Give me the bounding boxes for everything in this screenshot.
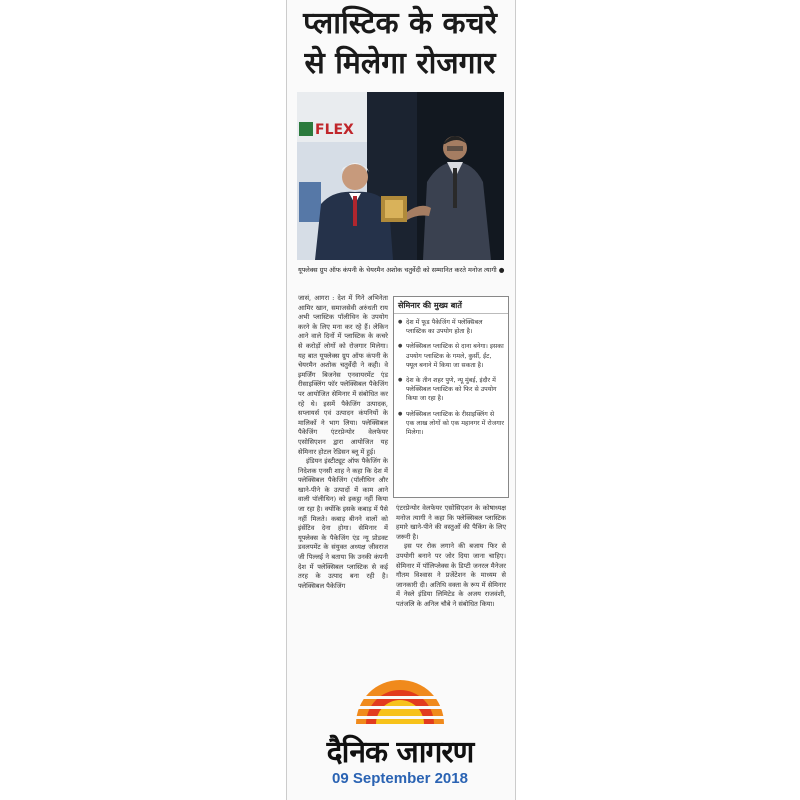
key-points-list	[394, 314, 508, 437]
headline-line-1: प्लास्टिक के कचरे	[303, 6, 497, 41]
article-column-right	[396, 504, 506, 610]
article-photo	[297, 92, 504, 260]
article-column-left	[298, 294, 388, 591]
photo-caption: यूफ्लेक्स ग्रुप ऑफ कंपनी के चेयरमैन अशोक चतुर्वेदी को सम्मानित करते मनोज त्यागी ●	[298, 266, 505, 274]
publication-date: 09 September 2018	[332, 770, 468, 787]
key-point: ● देश के तीन शहर पुणे, न्यू मुंबई, इंदौर में फ्लेक्सिबल प्लास्टिक को फिर से उपयोग किया जा रहा है।	[398, 376, 504, 404]
article-paragraph: जासं, आगरा : देश में गिने अभिनेता आमिर खान, समाजसेवी अरुंधती राय अभी प्लास्टिक पॉलीथिन के उपयोग करने के लिए मना कर रहे हैं। लेकिन आने वाले दिनों में प्लास्टिक के कचरे से करोड़ों लोगों को रोजगार मिलेगा। यह बात यूफ्लेक्स ग्रुप ऑफ कंपनी के चेयरमैन अशोक चतुर्वेदी ने कही। वे इमर्जिंग बिजनेस एनवायरमेंट एंड रीसाइक्लिंग फॉर फ्लेक्सिबल पैकेजिंग पर आयोजित सेमिनार में संबोधित कर रहे थे। इसमें पैकेजिंग उत्पादक, सप्लायर्स एवं उत्पादन कंपनियों के मालिकों ने भाग लिया। फ्लेक्सिबल पैकेजिंग एंटरप्रेन्योर वेलफेयर एसोसिएशन द्वारा आयोजित यह सेमिनार होटल रेडिसन ब्लू में हुई।	[298, 294, 388, 456]
key-points-box	[393, 296, 509, 498]
key-point: ● देश में फूड पैकेजिंग में फ्लेक्सिबल प्लास्टिक का उपयोग होता है।	[398, 318, 504, 336]
masthead-brand: दैनिक जागरण	[326, 735, 474, 770]
article-paragraph: इस पर रोक लगाने की बजाय फिर से उपयोगी बनाने पर जोर दिया जाना चाहिए। सेमिनार में पॉलिप्लेक्स के डिप्टी जनरल मैनेजर गौतम विश्वास ने प्रजेंटेशन के माध्यम से जानकारी दी। अतिथि वक्ता के रूप में सेमिनार में नेस्ले इंडिया लिमिटेड के अजय राजवंशी, पतंजलि के अनिल चौबे ने संबोधित किया।	[396, 542, 506, 608]
headline	[290, 4, 510, 84]
key-point: ● फ्लेक्सिबल प्लास्टिक के रीसाइक्लिंग से एक लाख लोगों को एक महानगर में रोजगार मिलेगा।	[398, 410, 504, 438]
key-point: ● फ्लेक्सिबल प्लास्टिक से दाना बनेगा। इसका उपयोग प्लास्टिक के गमले, कुर्सी, ईंट, फ्यूल बनाने में किया जा सकता है।	[398, 342, 504, 370]
banner-logo-text: FLEX	[315, 122, 354, 138]
award-ceremony-photo	[297, 92, 504, 260]
headline-line-2: से मिलेगा रोजगार	[304, 46, 496, 81]
article-paragraph: एंटरप्रेन्योर वेलफेयर एसोसिएशन के कोषाध्यक्ष मनोज त्यागी ने कहा कि फ्लेक्सिबल प्लास्टिक हमारे खाने-पीने की वस्तुओं की पैकिंग के लिए जरूरी है।	[396, 504, 506, 541]
key-points-title: सेमिनार की मुख्य बातें	[394, 297, 508, 314]
article-paragraph: इंडियन इंस्टीट्यूट ऑफ पैकेजिंग के निदेशक एनसी शाह ने कहा कि देश में फ्लेक्सिबल पैकेजिंग (पॉलीथिन और खाने-पीने के उत्पादों में काम आने वाली पॉलीथिन) को इकट्ठा नहीं किया जा रहा है। क्योंकि इसके कबाड़ में पैसे नहीं मिलते। कबाड़ बीनने वालों को इंसेंटिव देना होगा। सेमिनार में यूफ्लेक्स के पैकेजिंग एंड न्यू प्रोडक्ट डवलपमेंट के संयुक्त अध्यक्ष जीवराज जी पिल्लई ने बताया कि उनकी कंपनी देश में फ्लेक्सिबल प्लास्टिक से कई तरह के उत्पाद बना रही है। फ्लेक्सिबल पैकेजिंग	[298, 457, 388, 590]
jagran-sun-logo	[352, 676, 448, 724]
